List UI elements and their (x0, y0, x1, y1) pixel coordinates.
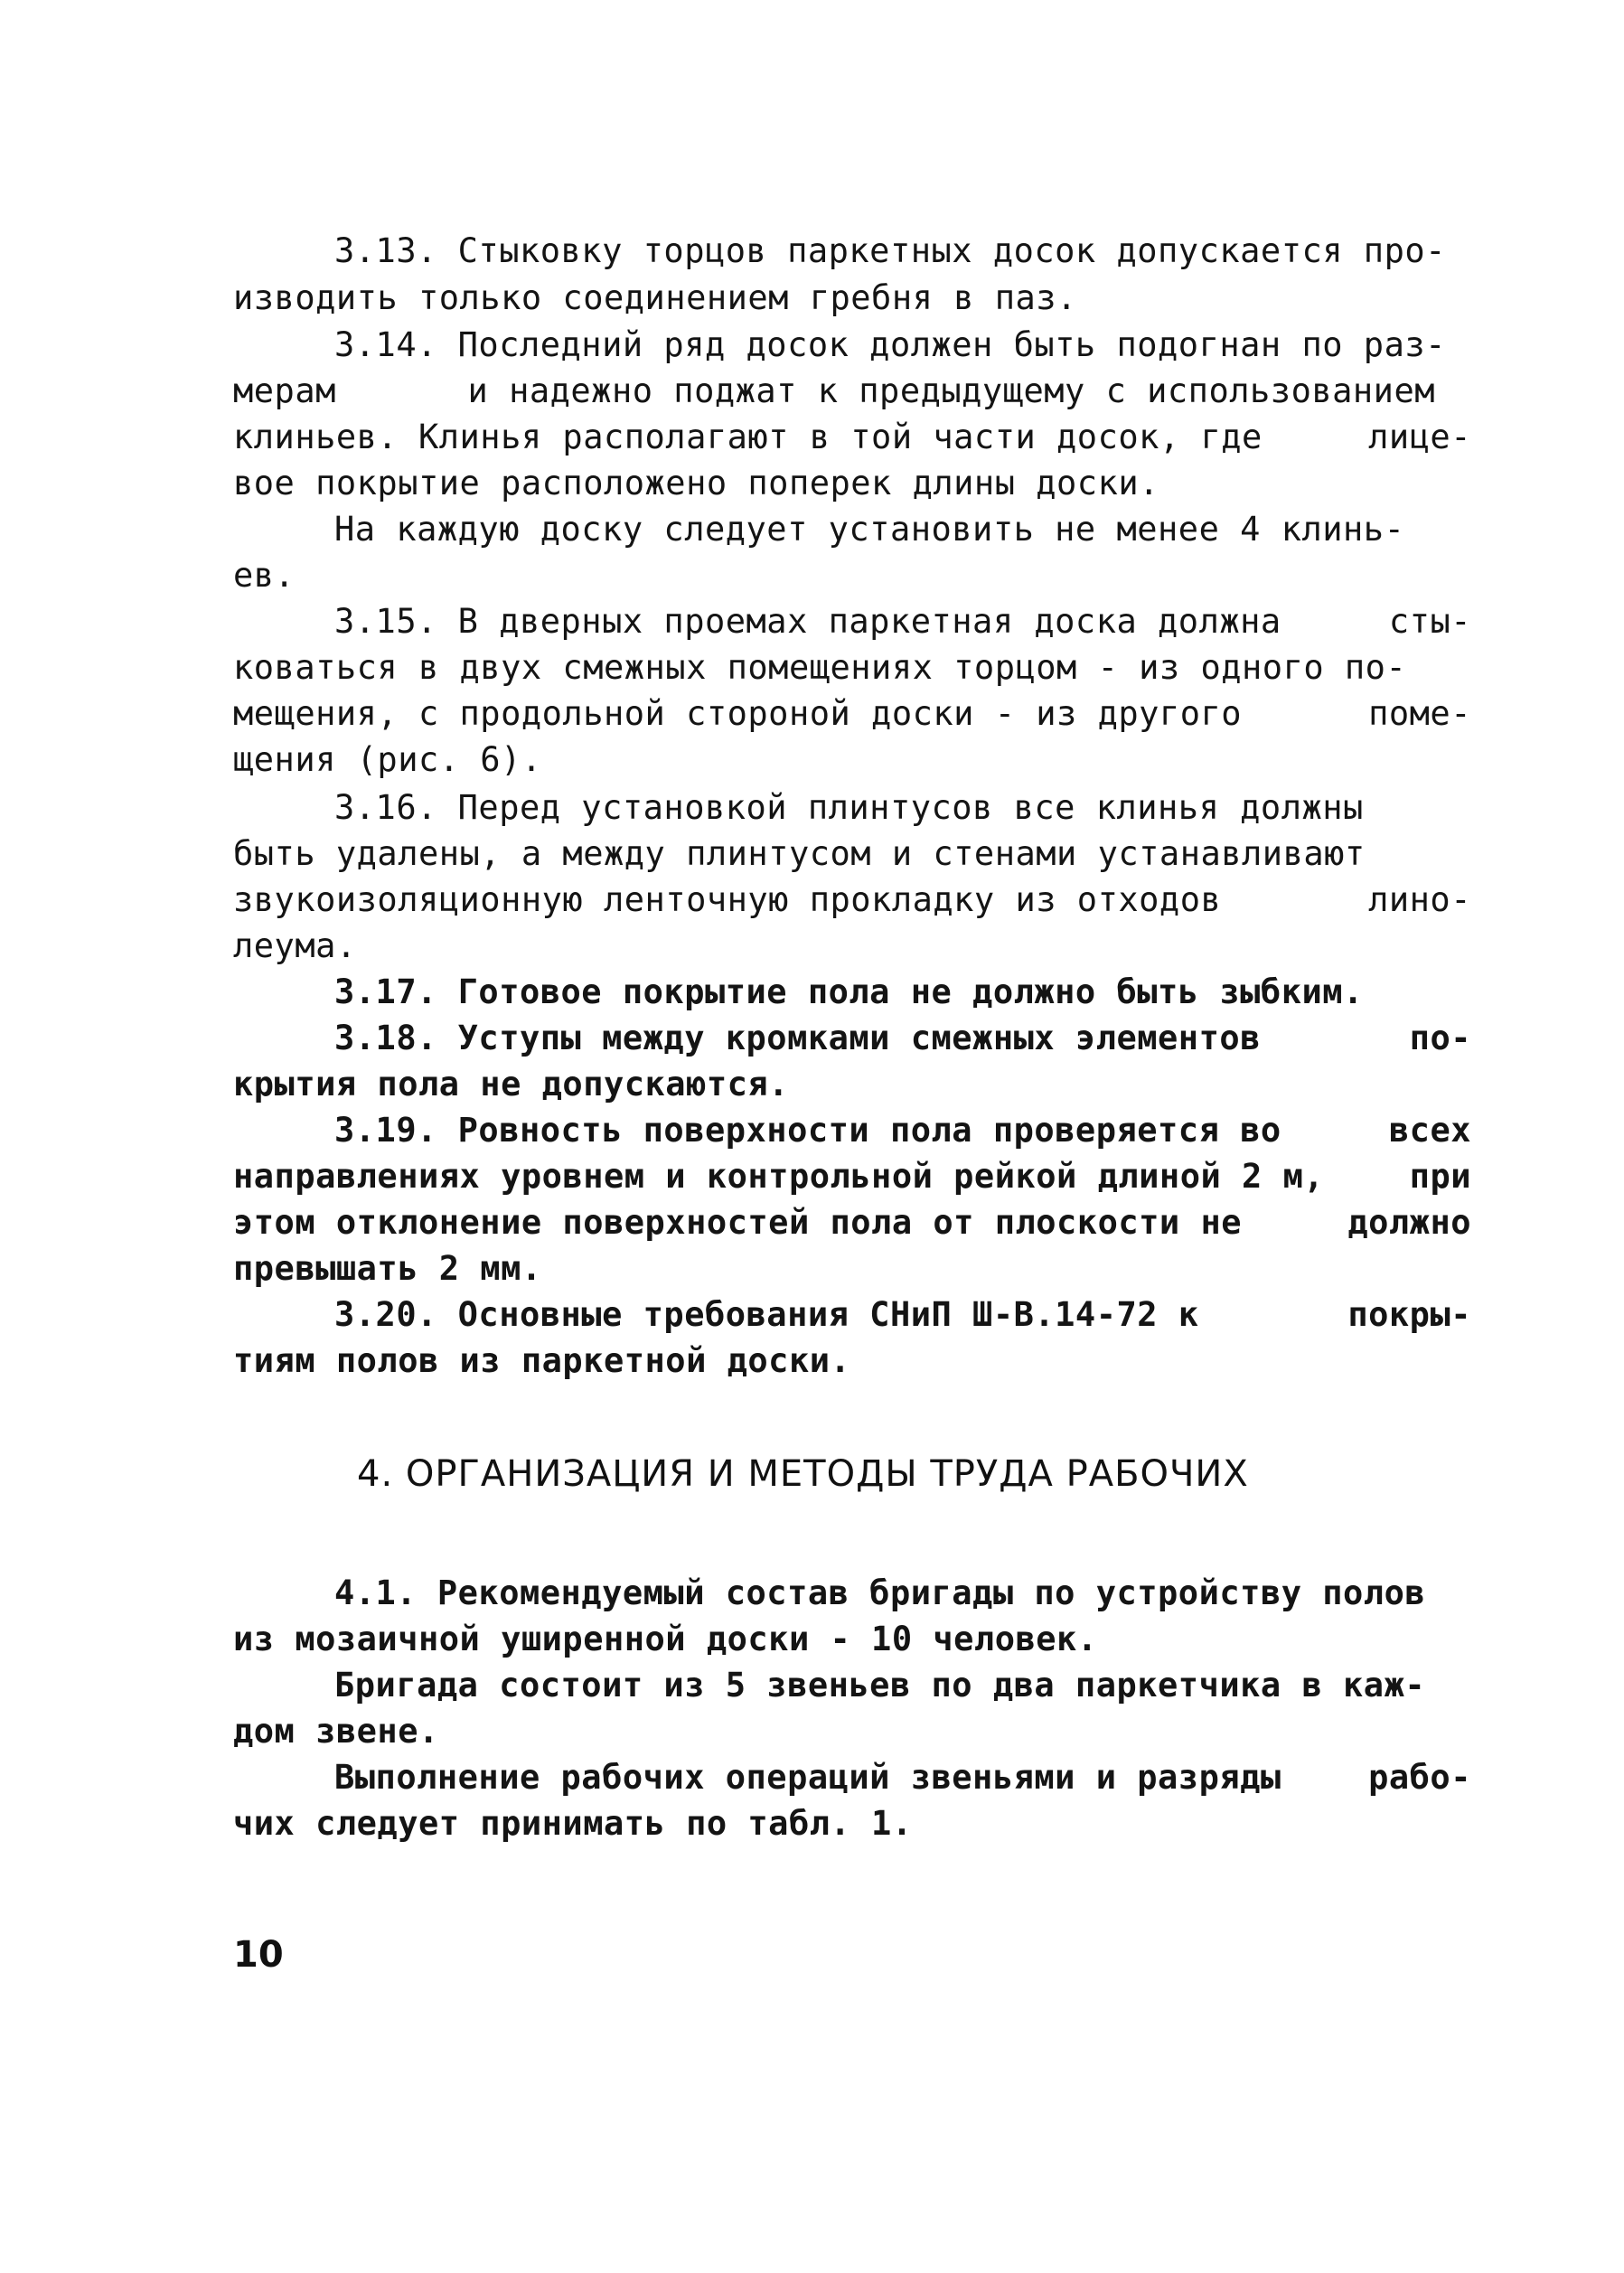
paragraph-3-16-line-3a: звукоизоляционную ленточную прокладку из отходов (233, 880, 1222, 919)
paragraph-4-3-line-1 (334, 1755, 1471, 1800)
paragraph-4-3-line-2: чих следует принимать по табл. 1. (233, 1804, 913, 1843)
paragraph-3-20-line-1a: 3.20. Основные требования СНиП Ш-В.14-72 к (334, 1295, 1199, 1334)
paragraph-3-15-line-3 (233, 691, 1471, 737)
paragraph-4-1-line-2: из мозаичной уширенной доски - 10 человек. (233, 1620, 1098, 1658)
paragraph-3-19-line-4: превышать 2 мм. (233, 1249, 542, 1288)
paragraph-3-16-line-2: быть удалены, а между плинтусом и стенами устанавливают (233, 834, 1366, 873)
paragraph-3-14-line-3a: клиньев. Клинья располагают в той части досок, где (233, 418, 1263, 456)
paragraph-4-1-line-1: 4.1. Рекомендуемый состав бригады по устройству полов (334, 1573, 1426, 1612)
paragraph-3-15-line-1b: сты- (1388, 602, 1471, 641)
paragraph-4-2-line-2: дом звене. (233, 1712, 439, 1751)
paragraph-3-14-line-3b: лице- (1368, 418, 1471, 456)
paragraph-3-13-line-1: 3.13. Стыковку торцов паркетных досок допускается про- (334, 231, 1446, 270)
paragraph-3-19-line-3a: этом отклонение поверхностей пола от плоскости не (233, 1203, 1243, 1242)
paragraph-3-15-line-2: коваться в двух смежных помещениях торцом - из одного по- (233, 648, 1407, 687)
paragraph-3-15-line-1 (334, 599, 1471, 644)
paragraph-3-16-line-1: 3.16. Перед установкой плинтусов все клинья должны (334, 788, 1364, 827)
paragraph-3-14-line-2b: и надежно поджат к предыдущему с использованием (467, 371, 1435, 410)
paragraph-3-18-line-2: крытия пола не допускаются. (233, 1065, 789, 1104)
paragraph-3-19-line-3b: должно (1347, 1203, 1471, 1242)
paragraph-3-15-line-1a: 3.15. В дверных проемах паркетная доска должна (334, 602, 1281, 641)
paragraph-3-14-line-2 (233, 369, 1435, 414)
paragraph-3-20-line-1 (334, 1292, 1471, 1338)
paragraph-3-19-line-1 (334, 1108, 1471, 1153)
paragraph-3-14-line-1: 3.14. Последний ряд досок должен быть подогнан по раз- (334, 325, 1446, 364)
paragraph-3-14-note-line-2: ев. (233, 556, 296, 595)
paragraph-3-16-line-4: леума. (233, 926, 357, 965)
paragraph-3-16-line-3 (233, 878, 1471, 923)
paragraph-4-3-line-1b: рабо- (1368, 1758, 1471, 1797)
paragraph-4-2-line-1: Бригада состоит из 5 звеньев по два паркетчика в каж- (334, 1666, 1426, 1705)
paragraph-3-18-line-1b: по- (1409, 1019, 1471, 1057)
paragraph-3-17-line-1: 3.17. Готовое покрытие пола не должно быть зыбким. (334, 972, 1364, 1011)
paragraph-3-19-line-2 (233, 1154, 1471, 1199)
paragraph-3-19-line-1a: 3.19. Ровность поверхности пола проверяется во (334, 1111, 1281, 1150)
paragraph-3-13-line-2: изводить только соединением гребня в паз. (233, 278, 1077, 317)
paragraph-3-19-line-3 (233, 1200, 1471, 1245)
paragraph-3-19-line-1b: всех (1388, 1111, 1471, 1150)
section-4-heading: 4. ОРГАНИЗАЦИЯ И МЕТОДЫ ТРУДА РАБОЧИХ (357, 1453, 1249, 1495)
paragraph-3-14-line-3 (233, 415, 1471, 460)
paragraph-3-20-line-1b: покры- (1347, 1295, 1471, 1334)
paragraph-3-19-line-2b: при (1409, 1157, 1471, 1196)
paragraph-3-20-line-2: тиям полов из паркетной доски. (233, 1341, 851, 1380)
paragraph-4-3-line-1a: Выполнение рабочих операций звеньями и разряды (334, 1758, 1281, 1797)
paragraph-3-14-line-4: вое покрытие расположено поперек длины доски. (233, 464, 1159, 503)
paragraph-3-18-line-1 (334, 1016, 1471, 1061)
paragraph-3-15-line-4: щения (рис. 6). (233, 740, 542, 779)
page-number: 10 (233, 1934, 284, 1976)
paragraph-3-18-line-1a: 3.18. Уступы между кромками смежных элементов (334, 1019, 1261, 1057)
paragraph-3-19-line-2a: направлениях уровнем и контрольной рейкой длиной 2 м, (233, 1157, 1325, 1196)
paragraph-3-15-line-3a: мещения, с продольной стороной доски - из другого (233, 694, 1243, 733)
paragraph-3-14-line-2a: мерам (233, 371, 336, 410)
paragraph-3-15-line-3b: поме- (1368, 694, 1471, 733)
paragraph-3-14-note-line-1: На каждую доску следует установить не менее 4 клинь- (334, 510, 1405, 549)
paragraph-3-16-line-3b: лино- (1368, 880, 1471, 919)
